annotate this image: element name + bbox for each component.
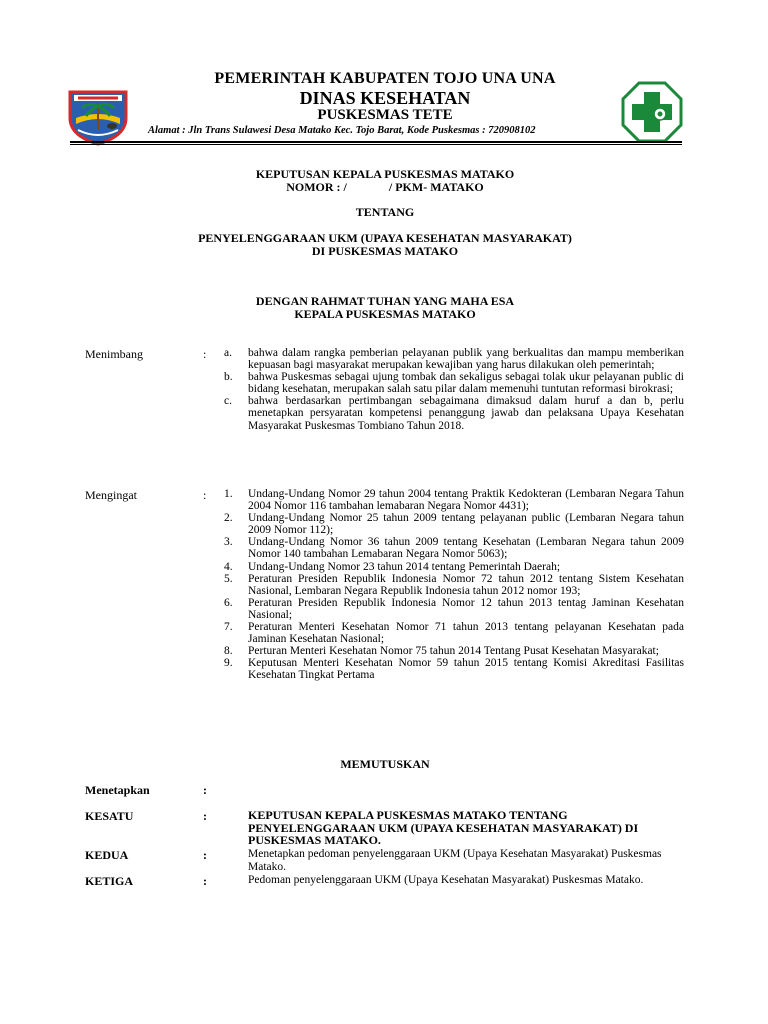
ketiga-colon: :: [203, 874, 207, 888]
kop-divider-thick: [70, 141, 682, 143]
list-item: 5. Peraturan Presiden Republik Indonesia Nomor 72 tahun 2012 tentang Sistem Kesehatan Nasional, Lembaran Negara Republik Indonesia tahun 2012 nomor 193;: [224, 572, 684, 597]
kesatu-text: KEPUTUSAN KEPALA PUSKESMAS MATAKO TENTANG PENYELENGGARAAN UKM (UPAYA KESEHATAN MASYARAKAT) DI PUSKESMAS MATAKO.: [248, 808, 639, 848]
list-item: 2. Undang-Undang Nomor 25 tahun 2009 tentang pelayanan public (Lembaran Negara tahun 2009 Nomor 112);: [224, 512, 684, 537]
decree-number: NOMOR : / / PKM- MATAKO: [286, 180, 484, 194]
list-item: 7. Peraturan Menteri Kesehatan Nomor 71 tahun 2013 tentang pelayanan Kesehatan pada Jaminan Kesehatan Nasional;: [224, 621, 684, 646]
menimbang-list: [224, 347, 684, 432]
rahmat-line-2: KEPALA PUSKESMAS MATAKO: [294, 307, 476, 321]
list-item: a. bahwa dalam rangka pemberian pelayanan publik yang berkualitas dan mampu memberikan kepuasan bagi masyarakat merupakan kewajiban yang harus dilakukan oleh pemerintah;: [224, 347, 684, 372]
kop-line-1: PEMERINTAH KABUPATEN TOJO UNA UNA: [214, 70, 556, 87]
list-item: b. bahwa Puskesmas sebagai ujung tombak dan sekaligus sebagai tolak ukur pelayanan public di bidang kesehatan, merupakan salah satu pilar dalam memenuhi tuntutan reformasi birokrasi;: [224, 371, 684, 396]
kesatu-label: KESATU: [85, 809, 134, 823]
ketiga-text: Pedoman penyelenggaraan UKM (Upaya Kesehatan Masyarakat) Puskesmas Matako.: [248, 874, 644, 886]
list-item: 8. Perturan Menteri Kesehatan Nomor 75 tahun 2014 Tentang Pusat Kesehatan Masyarakat;: [224, 645, 659, 658]
rahmat-line-1: DENGAN RAHMAT TUHAN YANG MAHA ESA: [255, 294, 515, 308]
regency-crest-logo: [66, 84, 130, 146]
list-item: 3. Undang-Undang Nomor 36 tahun 2009 tentang Kesehatan (Lembaran Negara tahun 2009 Nomor 140 tambahan Lemabaran Negara Nomor 5063);: [224, 536, 684, 561]
kop-address: Alamat : Jln Trans Sulawesi Desa Matako Kec. Tojo Barat, Kode Puskesmas : 720908102: [148, 125, 536, 136]
menetapkan-colon: :: [203, 783, 207, 797]
list-item: 9. Keputusan Menteri Kesehatan Nomor 59 tahun 2015 tentang Komisi Akreditasi Fasilitas Kesehatan Tingkat Pertama: [224, 657, 684, 682]
subject-line-2: DI PUSKESMAS MATAKO: [311, 244, 459, 258]
decree-title: KEPUTUSAN KEPALA PUSKESMAS MATAKO: [255, 167, 515, 181]
menimbang-label: Menimbang: [85, 347, 143, 361]
kedua-text: Menetapkan pedoman penyelenggaraan UKM (Upaya Kesehatan Masyarakat) Puskesmas Matako.: [248, 848, 662, 873]
list-item: 4. Undang-Undang Nomor 23 tahun 2014 tentang Pemerintah Daerah;: [224, 560, 561, 573]
tentang-heading: TENTANG: [355, 205, 415, 219]
kedua-colon: :: [203, 848, 207, 862]
kedua-label: KEDUA: [85, 848, 129, 862]
list-item: 1. Undang-Undang Nomor 29 tahun 2004 tentang Praktik Kedokteran (Lembaran Negara Tahun 2004 Nomor 116 tambahan lemabaran Negara Nomor 4431);: [224, 488, 684, 513]
menetapkan-label: Menetapkan: [85, 783, 150, 797]
list-item: 6. Peraturan Presiden Republik Indonesia Nomor 12 tahun 2013 tentag Jaminan Kesehatan Nasional;: [224, 596, 684, 621]
health-cross-logo: [620, 80, 684, 144]
kop-line-2: DINAS KESEHATAN: [299, 88, 471, 108]
kop-line-3: PUSKESMAS TETE: [317, 107, 453, 123]
memutuskan-heading: MEMUTUSKAN: [340, 757, 430, 771]
list-item: c. bahwa berdasarkan pertimbangan sebagaimana dimaksud dalam huruf a dan b, perlu menetapkan persyaratan kompetensi penanggung jawab dan pelaksana Upaya Kesehatan Masyarakat Puskesmas Tombiano Tahun 2018.: [224, 395, 684, 432]
kesatu-colon: :: [203, 809, 207, 823]
subject-line-1: PENYELENGGARAAN UKM (UPAYA KESEHATAN MASYARAKAT): [198, 231, 572, 245]
mengingat-list: [224, 488, 684, 682]
mengingat-colon: :: [203, 488, 207, 502]
menimbang-colon: :: [203, 347, 207, 361]
ketiga-label: KETIGA: [85, 874, 134, 888]
mengingat-label: Mengingat: [85, 488, 137, 502]
kop-divider-thin: [70, 144, 682, 145]
